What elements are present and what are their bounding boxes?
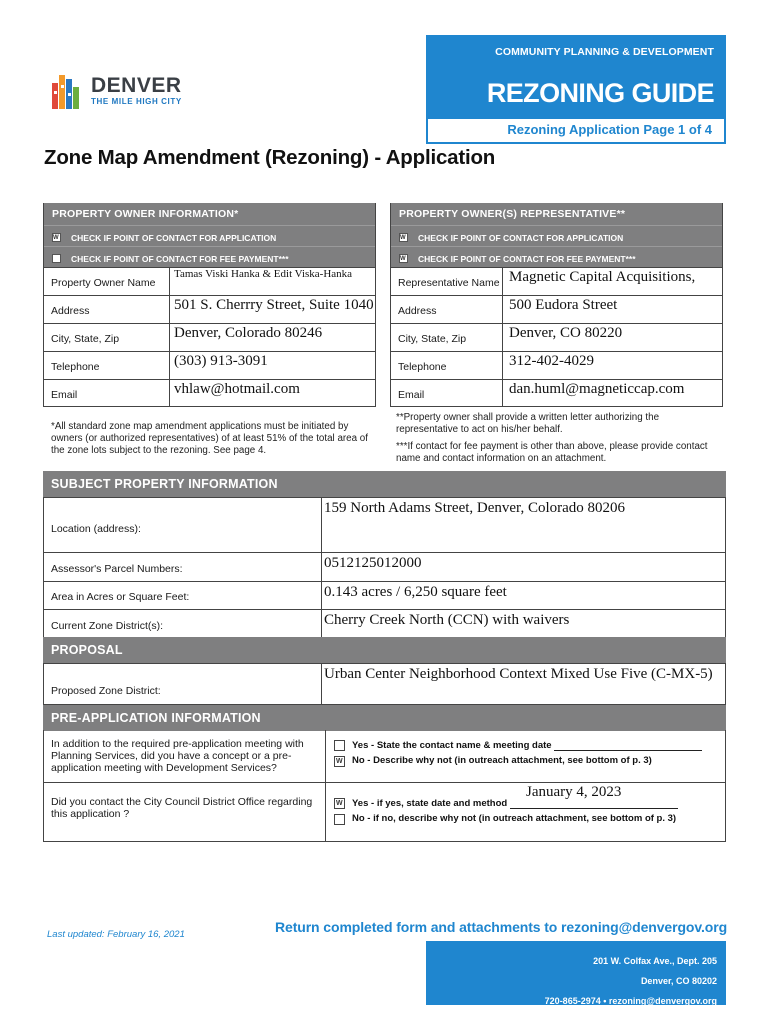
q1-yes-label: Yes - State the contact name & meeting date (352, 740, 552, 751)
rezoning-guide-banner (426, 35, 726, 144)
zone-row (44, 610, 725, 638)
owner-contact-fee-row (44, 246, 375, 267)
contact-box (426, 941, 726, 1005)
rep-contact-fee-label: CHECK IF POINT OF CONTACT FOR FEE PAYMENT*** (418, 254, 636, 264)
rep-contact-fee-checkbox[interactable] (399, 254, 408, 263)
contact-phone-email: 720-865-2974 • rezoning@denvergov.org (544, 996, 717, 1006)
rep-city-label: City, State, Zip (391, 324, 503, 351)
rep-name-field[interactable]: Magnetic Capital Acquisitions, (509, 269, 696, 285)
rep-phone-row (391, 351, 722, 379)
owner-footnote: *All standard zone map amendment applications must be initiated by owners (or authorized representatives) of at least 51% of the total area of the zone lots subject to the rezoning. See page 4. (51, 421, 368, 456)
owner-city-field[interactable]: Denver, Colorado 80246 (174, 325, 323, 341)
location-field[interactable]: 159 North Adams Street, Denver, Colorado 80206 (324, 500, 626, 516)
owner-address-field[interactable]: 501 S. Cherrry Street, Suite 1040 (174, 297, 374, 313)
rep-email-field[interactable]: dan.huml@magneticcap.com (509, 381, 685, 397)
owner-email-label: Email (44, 380, 170, 406)
guide-title: REZONING GUIDE (486, 78, 714, 108)
proposed-zone-field[interactable]: Urban Center Neighborhood Context Mixed Use Five (C-MX-5) (324, 666, 713, 682)
area-row (44, 582, 725, 610)
owner-contact-fee-label: CHECK IF POINT OF CONTACT FOR FEE PAYMENT*** (71, 254, 289, 264)
location-row (44, 498, 725, 553)
return-instructions: Return completed form and attachments to rezoning@denvergov.org (275, 919, 728, 935)
representative-heading: PROPERTY OWNER(S) REPRESENTATIVE** (391, 203, 722, 225)
rep-phone-label: Telephone (391, 352, 503, 379)
owner-address-row (44, 295, 375, 323)
pre-app-question-2: Did you contact the City Council District Office regarding this application ? (44, 783, 326, 841)
q2-yes-checkbox[interactable] (334, 798, 345, 809)
pre-application-table (43, 730, 726, 842)
q2-no-checkbox[interactable] (334, 814, 345, 825)
rep-address-row (391, 295, 722, 323)
representative-footnotes (396, 412, 711, 465)
rep-name-label: Representative Name (391, 268, 503, 295)
q2-yes-label: Yes - if yes, state date and method (352, 798, 508, 809)
owner-contact-fee-checkbox[interactable] (52, 254, 61, 263)
owner-contact-application-label: CHECK IF POINT OF CONTACT FOR APPLICATION (71, 233, 277, 243)
parcel-label: Assessor's Parcel Numbers: (44, 553, 322, 581)
logo-name: DENVER (91, 74, 182, 97)
subject-property-heading: SUBJECT PROPERTY INFORMATION (43, 471, 726, 497)
subject-property-table (43, 497, 726, 639)
contact-address-line-2: Denver, CO 80202 (640, 976, 717, 986)
denver-skyline-logo-icon (52, 73, 84, 109)
logo-tagline: THE MILE HIGH CITY (91, 97, 182, 106)
q1-no-checkbox[interactable] (334, 756, 345, 767)
representative-footnote-authorization: **Property owner shall provide a written letter authorizing the representative to act on his/her behalf. (396, 412, 660, 435)
q1-no-label: No - Describe why not (in outreach attachment, see bottom of p. 3) (352, 755, 652, 766)
proposal-table (43, 663, 726, 705)
pre-app-question-2-options (326, 783, 725, 841)
rep-contact-application-row (391, 225, 722, 246)
proposed-zone-label: Proposed Zone District: (44, 664, 322, 704)
rep-contact-application-checkbox[interactable] (399, 233, 408, 242)
owner-email-field[interactable]: vhlaw@hotmail.com (174, 381, 300, 397)
area-field[interactable]: 0.143 acres / 6,250 square feet (324, 584, 507, 600)
rep-city-field[interactable]: Denver, CO 80220 (509, 325, 623, 341)
rep-city-row (391, 323, 722, 351)
pre-app-question-1-row (44, 730, 725, 783)
owner-phone-label: Telephone (44, 352, 170, 379)
proposed-zone-row (44, 664, 725, 704)
q2-yes-value[interactable]: January 4, 2023 (526, 784, 622, 800)
banner-header (428, 37, 724, 119)
area-label: Area in Acres or Square Feet: (44, 582, 322, 609)
owner-name-label: Property Owner Name (44, 268, 170, 295)
last-updated-text: Last updated: February 16, 2021 (47, 929, 185, 940)
q1-yes-option (330, 739, 725, 755)
property-owner-section (43, 203, 376, 407)
rep-contact-application-label: CHECK IF POINT OF CONTACT FOR APPLICATION (418, 233, 624, 243)
rep-phone-field[interactable]: 312-402-4029 (509, 353, 594, 369)
pre-app-question-2-row (44, 783, 725, 841)
owner-phone-field[interactable]: (303) 913-3091 (174, 353, 268, 369)
owner-city-row (44, 323, 375, 351)
contact-address-line-1: 201 W. Colfax Ave., Dept. 205 (593, 956, 717, 966)
owner-address-label: Address (44, 296, 170, 323)
pre-app-question-1: In addition to the required pre-application meeting with Planning Services, did you have a concept or a pre-application meeting with Development Services? (44, 730, 326, 782)
department-name: COMMUNITY PLANNING & DEVELOPMENT (495, 46, 714, 58)
owner-name-field[interactable]: Tamas Viski Hanka & Edit Viska-Hanka (174, 268, 353, 280)
pre-app-question-1-options (326, 730, 725, 782)
q2-no-label: No - if no, describe why not (in outreach attachment, see bottom of p. 3) (352, 813, 677, 824)
q1-no-option (330, 755, 725, 771)
denver-logo (52, 73, 202, 109)
q2-yes-option (330, 784, 725, 813)
form-title: Zone Map Amendment (Rezoning) - Application (44, 146, 496, 169)
location-label: Location (address): (44, 498, 322, 552)
q1-yes-input-line[interactable] (554, 739, 702, 751)
rep-address-field[interactable]: 500 Eudora Street (509, 297, 618, 313)
rep-email-label: Email (391, 380, 503, 406)
representative-section (390, 203, 723, 407)
parcel-row (44, 553, 725, 582)
zone-field[interactable]: Cherry Creek North (CCN) with waivers (324, 612, 570, 628)
owner-contact-application-checkbox[interactable] (52, 233, 61, 242)
rep-email-row (391, 379, 722, 407)
owner-contact-application-row (44, 225, 375, 246)
q2-no-option (330, 813, 725, 829)
rep-address-label: Address (391, 296, 503, 323)
proposal-heading: PROPOSAL (43, 637, 726, 663)
owner-phone-row (44, 351, 375, 379)
pre-application-heading: PRE-APPLICATION INFORMATION (43, 705, 726, 731)
parcel-field[interactable]: 0512125012000 (324, 555, 422, 571)
owner-city-label: City, State, Zip (44, 324, 170, 351)
owner-heading: PROPERTY OWNER INFORMATION* (44, 203, 375, 225)
rep-contact-fee-row (391, 246, 722, 267)
rep-name-row (391, 267, 722, 295)
representative-footnote-fee: ***If contact for fee payment is other than above, please provide contact name and contact information on an attachment. (396, 441, 708, 464)
page-indicator: Rezoning Application Page 1 of 4 (507, 122, 712, 137)
owner-email-row (44, 379, 375, 407)
zone-label: Current Zone District(s): (44, 610, 322, 638)
q1-yes-checkbox[interactable] (334, 740, 345, 751)
owner-name-row (44, 267, 375, 295)
